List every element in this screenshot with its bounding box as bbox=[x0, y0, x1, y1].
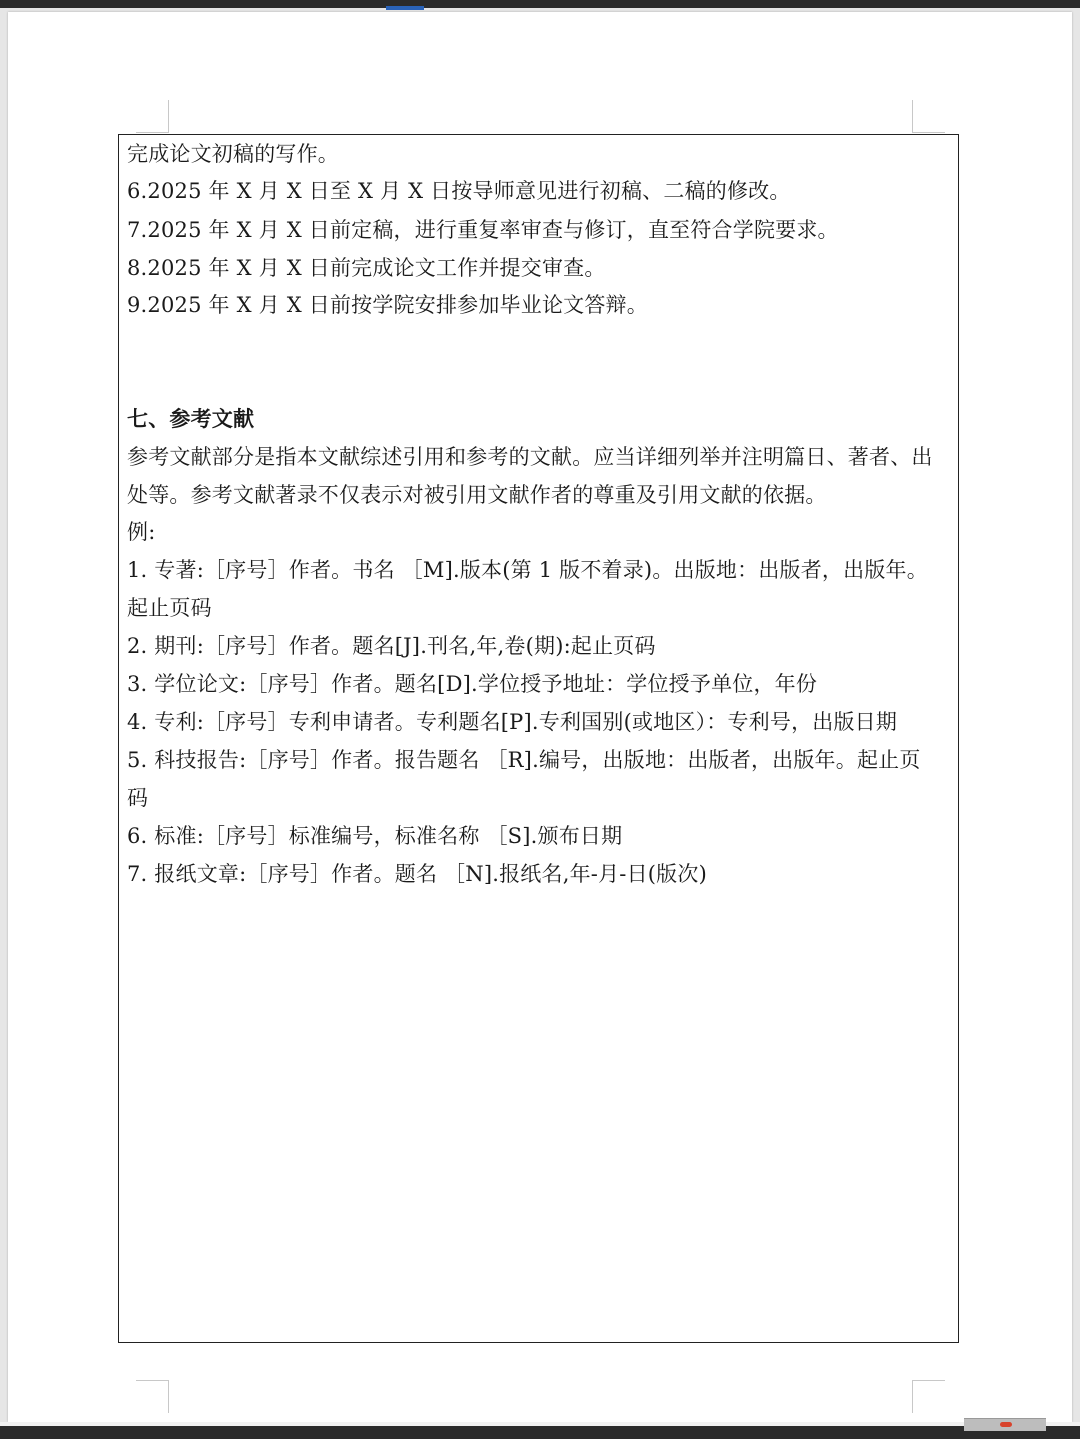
document-page bbox=[8, 12, 1072, 1422]
margin-corner-top-left bbox=[136, 100, 169, 133]
intro-paragraph-line: 参考文献部分是指本文献综述引用和参考的文献。应当详细列举并注明篇日、著者、出 bbox=[127, 445, 933, 469]
window-top-bar bbox=[0, 0, 1080, 8]
schedule-line: 完成论文初稿的写作。 bbox=[127, 142, 339, 166]
reference-item: 起止页码 bbox=[127, 596, 212, 620]
intro-paragraph-line: 处等。参考文献著录不仅表示对被引用文献作者的尊重及引用文献的依据。 bbox=[127, 483, 827, 507]
schedule-line: 6.2025 年 X 月 X 日至 X 月 X 日按导师意见进行初稿、二稿的修改。 bbox=[127, 179, 791, 203]
schedule-line: 9.2025 年 X 月 X 日前按学院安排参加毕业论文答辩。 bbox=[127, 293, 648, 317]
status-mark-icon bbox=[1000, 1422, 1012, 1427]
reference-item: 7. 报纸文章:［序号］作者。题名 ［N].报纸名,年-月-日(版次) bbox=[127, 862, 707, 886]
reference-item: 2. 期刊:［序号］作者。题名[J].刊名,年,卷(期):起止页码 bbox=[127, 634, 656, 658]
schedule-line: 8.2025 年 X 月 X 日前完成论文工作并提交审查。 bbox=[127, 256, 606, 280]
reference-item: 码 bbox=[127, 786, 149, 810]
schedule-line: 7.2025 年 X 月 X 日前定稿，进行重复率审查与修订，直至符合学院要求。 bbox=[127, 218, 839, 242]
reference-item: 6. 标准:［序号］标准编号，标准名称 ［S].颁布日期 bbox=[127, 824, 623, 848]
reference-item: 5. 科技报告:［序号］作者。报告题名 ［R].编号，出版地：出版者，出版年。起止页 bbox=[127, 748, 921, 772]
margin-corner-bottom-left bbox=[136, 1380, 169, 1413]
table-cell-frame bbox=[118, 134, 959, 1343]
example-label: 例: bbox=[127, 520, 156, 544]
window-bottom-bar bbox=[0, 1426, 1080, 1439]
section-heading: 七、参考文献 bbox=[127, 406, 255, 431]
margin-corner-bottom-right bbox=[912, 1380, 945, 1413]
status-widget[interactable] bbox=[964, 1418, 1046, 1431]
margin-corner-top-right bbox=[912, 100, 945, 133]
scroll-indicator bbox=[386, 6, 424, 10]
reference-item: 4. 专利:［序号］专利申请者。专利题名[P].专利国别(或地区）：专利号，出版日期 bbox=[127, 710, 898, 734]
reference-item: 3. 学位论文:［序号］作者。题名[D].学位授予地址：学位授予单位，年份 bbox=[127, 672, 818, 696]
reference-item: 1. 专著:［序号］作者。书名 ［M].版本(第 1 版不着录)。出版地：出版者，出版年。 bbox=[127, 558, 928, 582]
